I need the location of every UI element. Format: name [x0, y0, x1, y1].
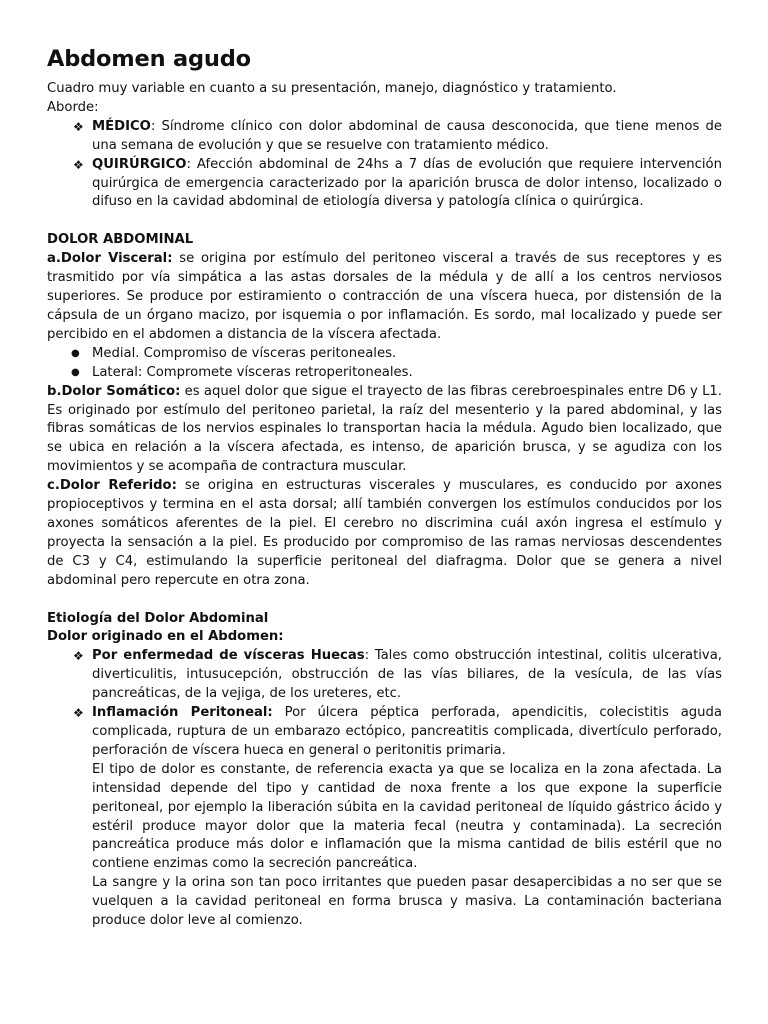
item-text: Tales como obstrucción intestinal, colitis ulcerativa, diverticulitis, intusucepción, obstrucción de las vías biliares, de la vesícula, de las vías pancreáticas, de la vejiga, de los ureteres, etc.	[92, 648, 722, 702]
referido-paragraph: c.Dolor Referido: se origina en estructuras viscerales y musculares, es conducido por axones propioceptivos y termina en el asta dorsal; allí también convergen los estímulos conducidos por los axones somáticos aferentes de la piel. El cerebro no discrimina cuál axón ingresa el estímulo y proyecta la sensación a la piel. Es producido por compromiso de las ramas nerviosas descendentes de C3 y C4, estimulando la superficie peritoneal del diafragma. Dolor que se genera a nivel abdominal pero repercute en otra zona.	[47, 478, 722, 588]
diamond-bullet-icon: ❖	[73, 706, 84, 721]
list-item: ❖ Por enfermedad de vísceras Huecas: Tales como obstrucción intestinal, colitis ulcerativa, diverticulitis, intusucepción, obstrucción de las vías biliares, de la vesícula, de las vías pancreáticas, de la vejiga, de los ureteres, etc.	[73, 648, 722, 702]
list-item	[47, 704, 722, 931]
diamond-bullet-icon: ❖	[73, 649, 84, 664]
section-heading: DOLOR ABDOMINAL	[47, 232, 194, 248]
list-item: ● Lateral: Compromete vísceras retroperitoneales.	[47, 364, 722, 383]
list-item: ● Medial. Compromiso de vísceras peritoneales.	[47, 345, 722, 364]
item-term: Por enfermedad de vísceras Huecas	[92, 648, 365, 664]
intro-text: Cuadro muy variable en cuanto a su presentación, manejo, diagnóstico y tratamiento.	[47, 81, 617, 96]
item-paragraph: La sangre y la orina son tan poco irritantes que pueden pasar desapercibidas a no ser que se vuelquen a la cavidad peritoneal en forma brusca y masiva. La contaminación bacteriana produce dolor leve al comienzo.	[92, 875, 722, 929]
dot-bullet-icon: ●	[71, 366, 80, 378]
page-title: Abdomen agudo	[47, 46, 251, 72]
dot-bullet-icon: ●	[71, 347, 80, 359]
etiologia-list	[47, 647, 722, 931]
list-item: ❖ MÉDICO: Síndrome clínico con dolor abdominal de causa desconocida, que tiene menos de una semana de evolución y que se resuelve con tratamiento médico.	[73, 118, 722, 153]
etiologia-heading: Etiología del Dolor Abdominal	[47, 610, 269, 626]
item-text: Por úlcera péptica perforada, apendicitis, colecistitis aguda complicada, ruptura de un embarazo ectópico, pancreatitis complicada, divertículo perforado, perforación de víscera hueca en general o peritonitis primaria.	[92, 705, 722, 758]
item-term: Inflamación Peritoneal:	[92, 705, 273, 721]
visceral-list	[47, 345, 722, 383]
visceral-paragraph: a.Dolor Visceral: se origina por estímulo del peritoneo visceral a través de sus receptores y es trasmitido por vía simpática a las astas dorsales de la médula y de allí a los centros nerviosos superiores. Se produce por estiramiento o contracción de una víscera hueca, por distensión de la cápsula de un órgano macizo, por isquemia o por inflamación. Es sordo, mal localizado y puede ser percibido en el abdomen a distancia de la víscera afectada.	[47, 251, 722, 342]
originado-heading: Dolor originado en el Abdomen:	[47, 629, 284, 645]
item-term: QUIRÚRGICO	[92, 156, 187, 172]
item-text: Afección abdominal de 24hs a 7 días de evolución que requiere intervención quirúrgica de emergencia caracterizado por la aparición brusca de dolor intenso, localizado o difuso en la cavidad abdominal de etiología diversa y patología clínica o quirúrgica.	[92, 156, 722, 210]
item-term: MÉDICO	[92, 118, 151, 134]
diamond-bullet-icon: ❖	[73, 157, 84, 172]
aborde-list	[47, 118, 722, 213]
diamond-bullet-icon: ❖	[73, 119, 84, 134]
paragraph-term: c.Dolor Referido:	[47, 478, 177, 494]
list-item: ❖ QUIRÚRGICO: Afección abdominal de 24hs a 7 días de evolución que requiere intervención quirúrgica de emergencia caracterizado por la aparición brusca de dolor intenso, localizado o difuso en la cavidad abdominal de etiología diversa y patología clínica o quirúrgica.	[73, 156, 722, 210]
aborde-label: Aborde:	[47, 99, 99, 115]
item-paragraph: El tipo de dolor es constante, de referencia exacta ya que se localiza en la zona afectada. La intensidad depende del tipo y cantidad de noxa frente a los que expone la superficie peritoneal, por ejemplo la liberación súbita en la cavidad peritoneal de líquido gástrico ácido y estéril produce mayor dolor que la materia fecal (neutra y contaminada). La secreción pancreática produce más dolor e inflamación que la misma cantidad de bilis estéril que no contiene enzimas como la secreción pancreática.	[92, 761, 722, 872]
paragraph-term: a.Dolor Visceral:	[47, 251, 173, 267]
somatico-paragraph: b.Dolor Somático: es aquel dolor que sigue el trayecto de las fibras cerebroespinales entre D6 y L1. Es originado por estímulo del peritoneo parietal, la raíz del mesenterio y la pared abdominal, y las fibras somáticas de los nervios espinales lo transportan hacia la médula. Agudo bien localizado, que se ubica en relación a la víscera afectada, es intenso, de aparición brusca, y se agudiza con los movimientos y se acompaña de contractura muscular.	[47, 383, 722, 475]
paragraph-term: b.Dolor Somático:	[47, 383, 181, 399]
item-text: Síndrome clínico con dolor abdominal de causa desconocida, que tiene menos de una semana de evolución y que se resuelve con tratamiento médico.	[92, 118, 722, 153]
